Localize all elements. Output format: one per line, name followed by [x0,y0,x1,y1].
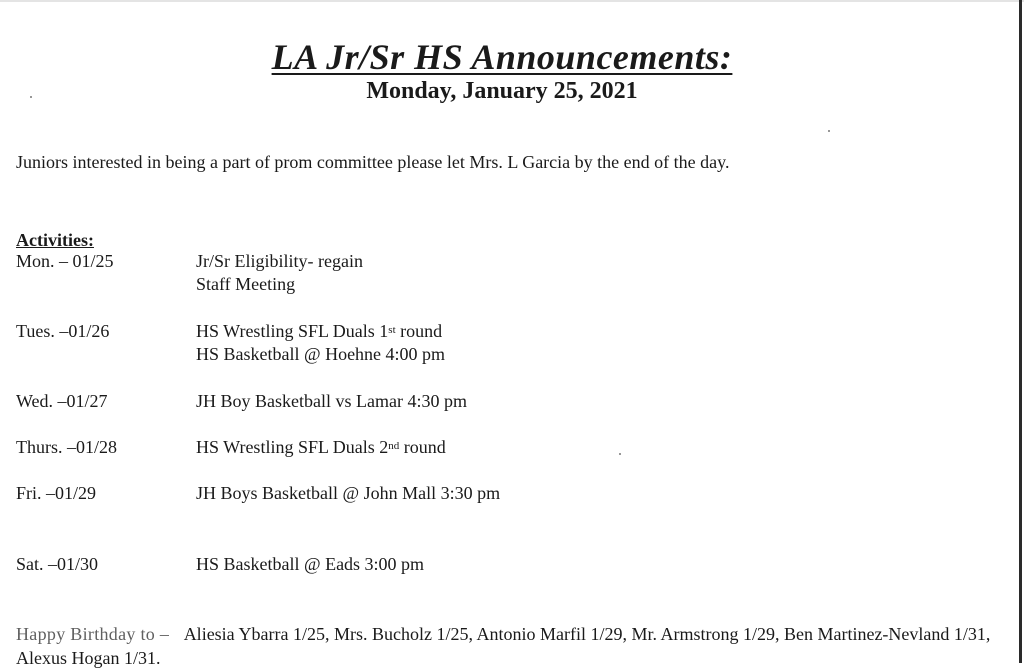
activity-events [196,390,467,413]
scan-right-edge [1019,0,1022,663]
activity-events [196,482,500,505]
activity-event: HS Basketball @ Hoehne 4:00 pm [196,344,446,364]
activity-event: JH Boy Basketball vs Lamar 4:30 pm [196,391,467,411]
scan-top-edge [0,0,1024,2]
activity-event: JH Boys Basketball @ John Mall 3:30 pm [196,483,501,503]
birthday-label: Happy Birthday to – [16,624,170,644]
activity-events [196,250,363,296]
prom-committee-notice: Juniors interested in being a part of prom committee please let Mrs. L Garcia by the end of the day. [16,152,730,172]
activity-events [196,553,424,576]
activity-day: Mon. – 01/25 [16,251,114,271]
activity-day: Tues. –01/26 [16,321,110,341]
activity-event: HS Wrestling SFL Duals 1st round [196,321,443,341]
activity-day: Wed. –01/27 [16,391,108,411]
scan-speck [828,130,830,132]
activity-event: HS Wrestling SFL Duals 2nd round [196,437,446,457]
announcement-date: Monday, January 25, 2021 [366,78,638,104]
activities-heading: Activities: [16,230,94,250]
page-title: LA Jr/Sr HS Announcements: [271,37,733,77]
activity-events [196,320,445,366]
ordinal-suffix: st [388,324,396,336]
activity-event: Staff Meeting [196,274,296,294]
activity-day: Sat. –01/30 [16,554,99,574]
ordinal-suffix: nd [388,440,400,452]
activity-event: HS Basketball @ Eads 3:00 pm [196,554,425,574]
activity-events [196,436,446,459]
activity-day: Fri. –01/29 [16,483,97,503]
birthday-names: Aliesia Ybarra 1/25, Mrs. Bucholz 1/25, Antonio Marfil 1/29, Mr. Armstrong 1/29, Ben Martinez-Nevland 1/31, Alexus Hogan 1/31. [16,624,991,668]
activity-day: Thurs. –01/28 [16,437,117,457]
scan-speck [619,453,621,455]
scan-speck [30,96,32,98]
activity-event: Jr/Sr Eligibility- regain [196,251,363,271]
